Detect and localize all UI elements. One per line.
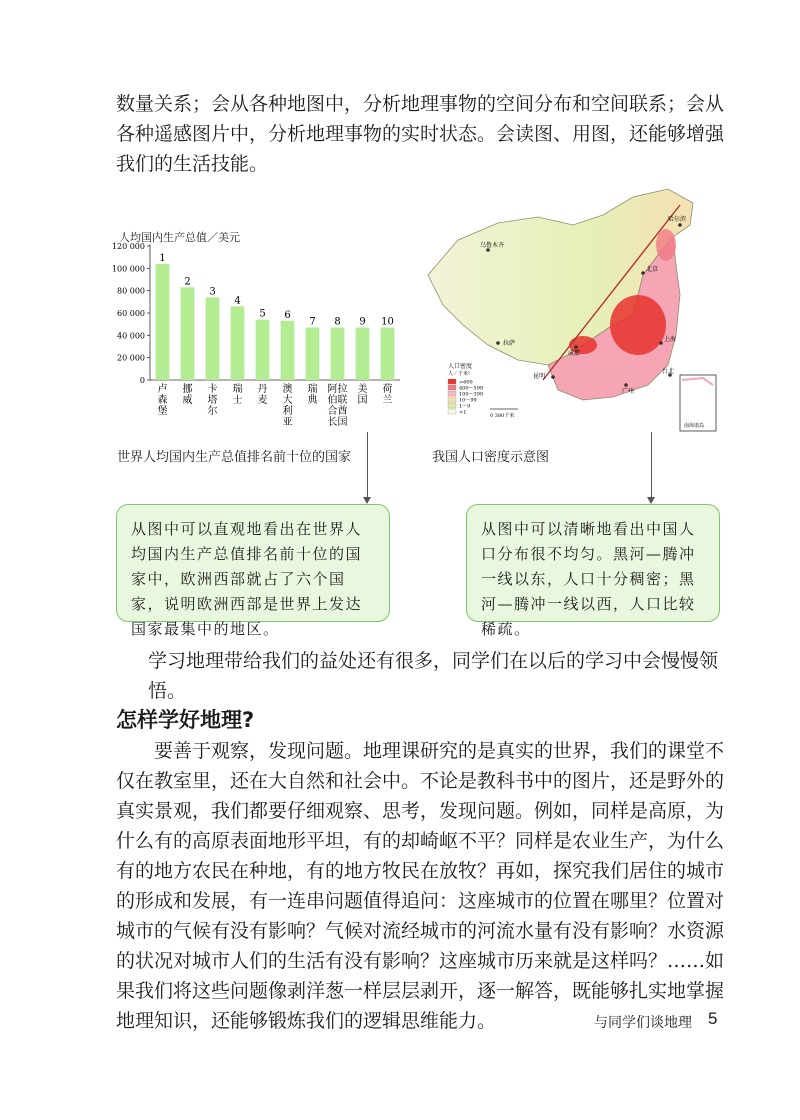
bar-rank-label: 9 bbox=[359, 316, 366, 328]
map-caption: 我国人口密度示意图 bbox=[432, 450, 550, 465]
category-label: 美国 bbox=[357, 384, 368, 406]
y-tick-label: 0 bbox=[139, 376, 145, 385]
y-tick-label: 100 000 bbox=[111, 264, 145, 274]
legend-label: 400～599 bbox=[459, 385, 484, 392]
legend-swatch bbox=[448, 391, 456, 396]
legend-label: >600 bbox=[459, 379, 473, 386]
chart-ylabel: 人均国内生产总值／美元 bbox=[119, 231, 240, 244]
city-chengdu-dot bbox=[574, 345, 578, 349]
bar-rank-label: 3 bbox=[209, 286, 216, 298]
category-label: 卡塔尔 bbox=[207, 384, 218, 417]
legend-swatch bbox=[448, 403, 456, 408]
bar-rank-label: 7 bbox=[309, 316, 316, 328]
legend-label: 100～399 bbox=[459, 391, 484, 398]
category-label: 阿拉伯联合酋长国 bbox=[327, 384, 348, 428]
left-connector bbox=[367, 432, 368, 498]
dense-population-area bbox=[610, 295, 666, 355]
city-harbin-dot bbox=[678, 223, 682, 227]
city-urumqi: 乌鲁木齐 bbox=[480, 242, 505, 249]
bar-rank-label: 1 bbox=[159, 252, 166, 264]
bar-10 bbox=[381, 328, 395, 380]
bar-9 bbox=[356, 328, 370, 380]
city-guangzhou: 广州 bbox=[622, 388, 635, 395]
page-number: 5 bbox=[708, 1009, 718, 1028]
city-chengdu: 成都 bbox=[568, 350, 581, 357]
legend-unit: 人／千米² bbox=[448, 371, 471, 377]
bar-7 bbox=[306, 328, 320, 380]
city-shanghai: 上海 bbox=[664, 336, 677, 343]
right-callout-text: 从图中可以清晰地看出中国人口分布很不均匀。黑河—腾冲一线以东，人口十分稠密；黑河—腾冲一线以西，人口比较稀疏。 bbox=[481, 520, 696, 638]
bar-1 bbox=[156, 264, 170, 380]
category-label: 挪威 bbox=[182, 384, 193, 406]
legend-label: 1～9 bbox=[459, 403, 471, 410]
city-beijing: 北京 bbox=[646, 266, 659, 273]
inset-label: 南海诸岛 bbox=[684, 423, 705, 429]
bar-rank-label: 2 bbox=[184, 276, 191, 288]
city-kunming: 昆明 bbox=[533, 373, 546, 380]
bar-rank-label: 8 bbox=[334, 316, 341, 328]
bar-5 bbox=[256, 320, 270, 380]
china-population-density-map bbox=[418, 185, 718, 435]
left-arrowhead bbox=[363, 497, 371, 504]
benefit-paragraph: 学习地理带给我们的益处还有很多，同学们在以后的学习中会慢慢领悟。 bbox=[148, 650, 719, 702]
bar-6 bbox=[281, 321, 295, 380]
bar-rank-label: 5 bbox=[259, 308, 266, 320]
left-callout-text: 从图中可以直观地看出在世界人均国内生产总值排名前十位的国家中，欧洲西部就占了六个国家，说明欧洲西部是世界上发达国家最集中的地区。 bbox=[131, 520, 363, 638]
map-legend bbox=[448, 379, 483, 416]
right-connector bbox=[651, 432, 652, 498]
intro-paragraph: 数量关系；会从各种地图中，分析地理事物的空间分布和空间联系；会从各种遥感图片中，分析地理事物的实时状态。会读图、用图，还能够增强我们的生活技能。 bbox=[116, 93, 725, 175]
chart-caption: 世界人均国内生产总值排名前十位的国家 bbox=[117, 450, 352, 465]
bar-8 bbox=[331, 328, 345, 380]
city-lhasa: 拉萨 bbox=[503, 340, 516, 347]
bar-rank-label: 6 bbox=[284, 309, 291, 321]
category-label: 瑞典 bbox=[307, 384, 318, 406]
section-heading: 怎样学好地理? bbox=[116, 708, 255, 732]
category-label: 丹麦 bbox=[257, 384, 268, 406]
category-label: 荷兰 bbox=[382, 384, 393, 406]
left-callout bbox=[116, 504, 390, 638]
legend-label: <1 bbox=[459, 409, 467, 416]
city-guangzhou-dot bbox=[624, 383, 628, 387]
legend-swatch bbox=[448, 397, 456, 402]
bar-rank-label: 10 bbox=[381, 316, 394, 328]
y-tick-label: 20 000 bbox=[117, 353, 145, 363]
city-harbin: 哈尔滨 bbox=[668, 216, 687, 223]
legend-swatch bbox=[448, 379, 456, 384]
bar-4 bbox=[231, 306, 245, 380]
bar-2 bbox=[181, 287, 195, 380]
category-label: 卢森堡 bbox=[157, 384, 168, 417]
y-tick-label: 60 000 bbox=[117, 309, 145, 318]
y-tick-label: 80 000 bbox=[117, 286, 145, 296]
bar-rank-label: 4 bbox=[234, 295, 241, 307]
footer-title: 与同学们谈地理 bbox=[594, 1015, 692, 1031]
body-paragraph: 要善于观察，发现问题。地理课研究的是真实的世界，我们的课堂不仅在教室里，还在大自然和社会中。不论是教科书中的图片，还是野外的真实景观，我们都要仔细观察、思考，发现问题。例如，同样是高原，为什么有的高原表面地形平坦，有的却崎岖不平？同样是农业生产，为什么有的地方农民在种地，有的地方牧民在放牧？再如，探究我们居住的城市的形成和发展，有一连串问题值得追问：这座城市的位置在哪里？位置对城市的气候有没有影响？气候对流经城市的河流水量有没有影响？水资源的状况对城市人们的生活有没有影响？这座城市历来就是这样吗？……如果我们将这些问题像剥洋葱一样层层剥开，逐一解答，既能够扎实地掌握地理知识，还能够锻炼我们的逻辑思维能力。 bbox=[116, 740, 725, 1032]
y-tick-label: 40 000 bbox=[117, 331, 145, 341]
city-shanghai-dot bbox=[659, 341, 663, 345]
category-label: 澳大利亚 bbox=[282, 384, 293, 428]
city-kunming-dot bbox=[551, 375, 555, 379]
gdp-bar-chart bbox=[110, 238, 410, 438]
y-tick-label: 120 000 bbox=[111, 242, 145, 251]
category-label: 瑞士 bbox=[232, 384, 243, 406]
legend-title: 人口密度 bbox=[448, 363, 473, 370]
right-arrowhead bbox=[647, 497, 655, 504]
city-beijing-dot bbox=[641, 271, 645, 275]
legend-swatch bbox=[448, 409, 456, 414]
legend-label: 10～99 bbox=[459, 397, 477, 404]
northeast-density bbox=[656, 229, 676, 261]
bar-3 bbox=[206, 297, 220, 380]
right-callout bbox=[466, 504, 720, 638]
scale-label: 0 380千米 bbox=[490, 413, 515, 419]
city-lhasa-dot bbox=[496, 341, 500, 345]
city-taipei: 台北 bbox=[662, 368, 675, 375]
legend-swatch bbox=[448, 385, 456, 390]
